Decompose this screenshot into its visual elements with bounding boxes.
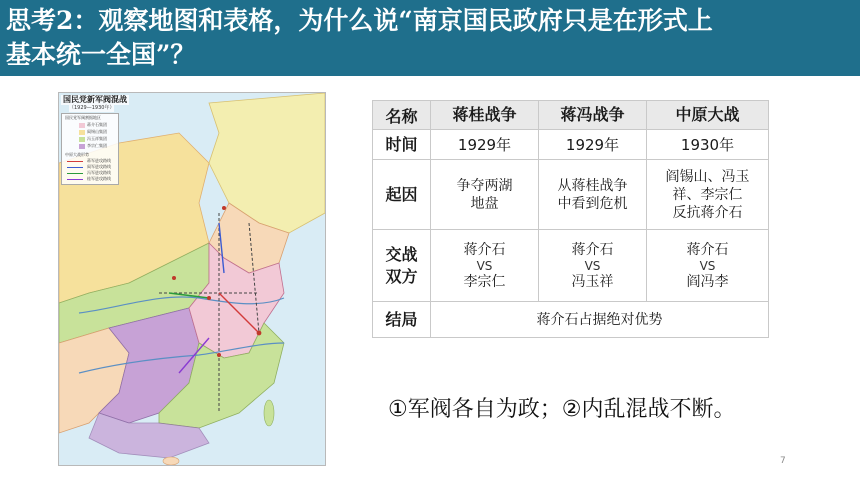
table-row-time	[373, 130, 769, 160]
table-row-belligerents	[373, 230, 769, 302]
cell-cause-1	[431, 160, 539, 230]
vs-text: VS	[584, 258, 601, 273]
hainan-island	[163, 457, 179, 465]
legend-item	[65, 144, 117, 150]
cell-line: 中看到危机	[557, 195, 628, 212]
cell-line: 蒋介石	[686, 241, 729, 258]
slide-title-line1: 思考2：观察地图和表格，为什么说“南京国民政府只是在形式上	[6, 6, 713, 35]
cell-line: 祥、李宗仁	[672, 186, 743, 203]
slide-title-line2: 基本统一全国”？	[6, 40, 196, 69]
legend-text: 李宗仁集团	[87, 143, 107, 148]
cell-line: 蒋介石	[571, 241, 614, 258]
row-label-cause: 起因	[373, 160, 431, 230]
legend-text: 桂军进攻路线	[87, 176, 111, 181]
row-label-line: 双方	[385, 266, 418, 286]
city-beiping	[222, 206, 226, 210]
cell-belligerents-2	[539, 230, 647, 302]
header-jiang-feng-war: 蒋冯战争	[539, 101, 647, 130]
cell-line: 从蒋桂战争	[557, 177, 628, 194]
table-row-cause	[373, 160, 769, 230]
legend-line-item	[65, 177, 117, 183]
cell-belligerents-3	[647, 230, 769, 302]
legend-swatch-yan	[79, 130, 85, 135]
cell-result: 蒋介石占据绝对优势	[431, 302, 769, 338]
cell-time-3: 1930年	[647, 130, 769, 160]
legend-line-gui	[67, 179, 83, 180]
cell-belligerents-1	[431, 230, 539, 302]
cell-line: 地盘	[470, 195, 499, 212]
war-comparison-table	[372, 100, 769, 338]
vs-text: VS	[476, 258, 493, 273]
row-label-result: 结局	[373, 302, 431, 338]
cell-time-1: 1929年	[431, 130, 539, 160]
conclusion-text: ①军阀各自为政；②内乱混战不断。	[388, 397, 736, 422]
cell-line: 蒋介石	[463, 241, 506, 258]
header-name: 名称	[373, 101, 431, 130]
table-header-row	[373, 101, 769, 130]
cell-line: 争夺两湖	[456, 177, 513, 194]
cell-cause-2	[539, 160, 647, 230]
legend-line-feng	[67, 173, 83, 174]
cell-line: 阎冯李	[686, 273, 729, 290]
city-taiyuan	[172, 276, 176, 280]
city-wuhan	[217, 353, 221, 357]
page-number: 7	[780, 456, 786, 466]
slide-title	[6, 4, 856, 72]
warlord-map	[58, 92, 326, 466]
legend-line-yan	[67, 167, 83, 168]
cell-line: 冯玉祥	[571, 273, 614, 290]
row-label-belligerents	[373, 230, 431, 302]
cell-line: 李宗仁	[463, 273, 506, 290]
legend-text: 阎军进攻路线	[87, 164, 111, 169]
row-label-time: 时间	[373, 130, 431, 160]
row-label-line: 交战	[385, 244, 418, 264]
legend-swatch-li	[79, 144, 85, 149]
title-bar	[0, 0, 860, 76]
legend-text: 冯军进攻路线	[87, 170, 111, 175]
map-subtitle: （1929—1930年）	[69, 105, 115, 111]
cell-line: 反抗蒋介石	[672, 204, 743, 221]
legend-text: 冯玉祥集团	[87, 136, 107, 141]
legend-text: 蒋介石集团	[87, 122, 107, 127]
taiwan-island	[264, 400, 274, 426]
map-legend	[61, 113, 119, 185]
cell-cause-3	[647, 160, 769, 230]
legend-swatch-feng	[79, 137, 85, 142]
city-zhengzhou	[207, 296, 211, 300]
header-central-plains-war: 中原大战	[647, 101, 769, 130]
legend-text: 阎锡山集团	[87, 129, 107, 134]
legend-line-jiang	[67, 161, 83, 162]
legend-text: 蒋军进攻路线	[87, 158, 111, 163]
legend-swatch-jiang	[79, 123, 85, 128]
cell-line: 阎锡山、冯玉	[665, 168, 750, 185]
city-nanjing	[257, 331, 262, 336]
vs-text: VS	[699, 258, 716, 273]
cell-time-2: 1929年	[539, 130, 647, 160]
legend-title: 国民党军阀割据地区	[65, 115, 101, 120]
legend-lines-title: 中原大战形势	[65, 152, 89, 157]
header-jiang-gui-war: 蒋桂战争	[431, 101, 539, 130]
map-title: 国民党新军阀混战	[63, 95, 127, 104]
table-row-result	[373, 302, 769, 338]
